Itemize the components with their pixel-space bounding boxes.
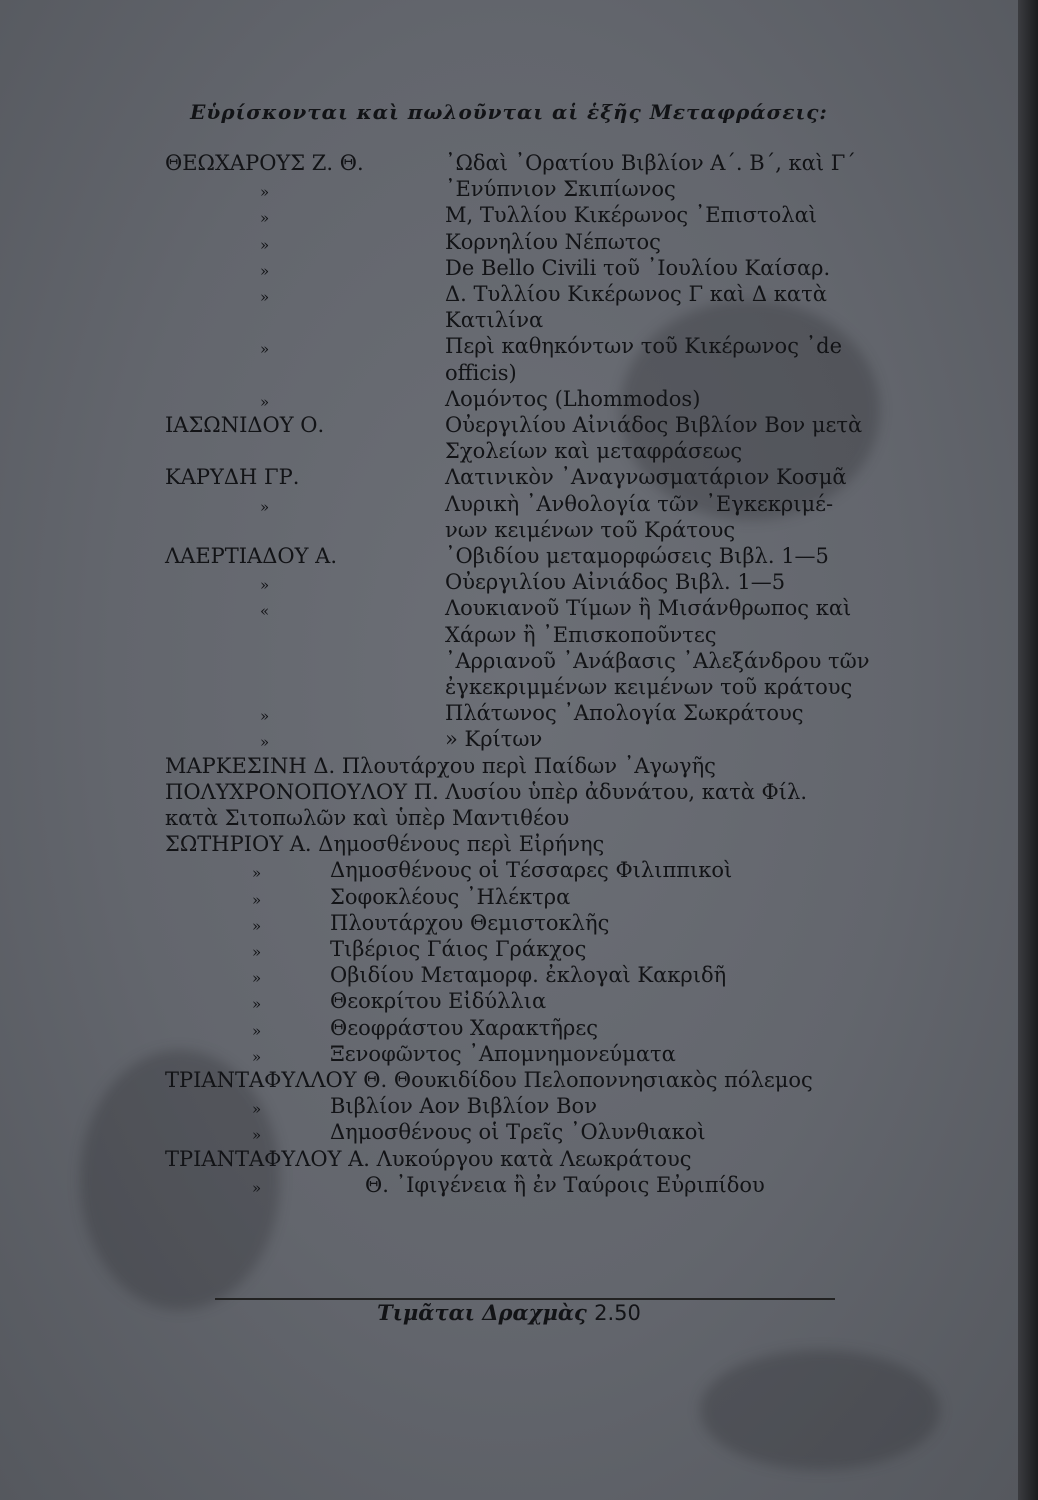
work-title: Οβιδίου Μεταμορφ. ἐκλογαὶ Κακριδῆ: [330, 963, 727, 988]
ditto-mark: »: [260, 340, 270, 359]
work-title: Χάρων ἢ ᾽Επισκοποῦντες: [445, 622, 717, 647]
work-title: » Κρίτων: [445, 727, 543, 752]
author-name: ΚΑΡΥΔΗ ΓΡ.: [165, 465, 300, 490]
work-title: Λυρικὴ ᾽Ανθολογία τῶν ᾽Εγκεκριμέ-: [445, 491, 834, 516]
work-title: Κορνηλίου Νέπωτος: [445, 229, 661, 254]
ditto-mark: »: [252, 1178, 262, 1197]
work-title: ᾽Οβιδίου μεταμορφώσεις Βιβλ. 1—5: [445, 544, 829, 568]
work-title: officis): [445, 360, 517, 385]
ditto-mark: »: [252, 1100, 262, 1119]
author-name: ΙΑΣΩΝΙΔΟΥ Ο.: [165, 413, 325, 437]
work-title: ᾽Ενύπνιον Σκιπίωνος: [445, 177, 676, 202]
paper-stain: [700, 1350, 940, 1470]
work-title: Λατινικὸν ᾽Αναγνωσματάριον Κοσμᾶ: [445, 465, 847, 490]
work-title: Οὐεργιλίου Αἰνιάδος Βιβλίον Βον μετὰ: [445, 413, 863, 437]
work-title: Θεοκρίτου Εἰδύλλια: [330, 989, 547, 1014]
work-title: Λομόντος (Lhommodos): [445, 386, 701, 411]
catalog-entry: ΣΩΤΗΡΙΟΥ Α. Δημοσθένους περὶ Εἰρήνης: [165, 832, 605, 857]
price-label: Τιμᾶται Δραχμὰς: [377, 1300, 587, 1325]
work-title: Θ. ᾽Ιφιγένεια ἢ ἐν Ταύροις Εὐριπίδου: [365, 1172, 765, 1197]
work-title: Λουκιανοῦ Τίμων ἢ Μισάνθρωπος καὶ: [445, 596, 852, 621]
page-edge: [1018, 0, 1038, 1500]
price-line: [0, 1300, 1018, 1325]
ditto-mark: »: [252, 864, 262, 883]
work-title: Δ. Τυλλίου Κικέρωνος Γ καὶ Δ κατὰ: [445, 282, 827, 306]
ditto-mark: »: [260, 209, 270, 228]
ditto-mark: »: [252, 890, 262, 909]
work-title: Μ, Τυλλίου Κικέρωνος ᾽Επιστολαὶ: [445, 203, 817, 228]
page-heading: Εὑρίσκονται καὶ πωλοῦνται αἱ ἑξῆς Μεταφράσεις:: [190, 100, 828, 124]
ditto-mark: »: [260, 392, 270, 411]
ditto-mark: »: [252, 916, 262, 935]
catalog-entry: ΤΡΙΑΝΤΑΦΥΛΟΥ Α. Λυκούργου κατὰ Λεωκράτους: [165, 1146, 692, 1171]
catalog-entry: ΜΑΡΚΕΣΙΝΗ Δ. Πλουτάρχου περὶ Παίδων ᾽Αγωγῆς: [165, 753, 716, 778]
work-title: ᾽Αρριανοῦ ᾽Ανάβασις ᾽Αλεξάνδρου τῶν: [445, 648, 870, 673]
work-title: ἐγκεκριμμένων κειμένων τοῦ κράτους: [445, 675, 853, 699]
ditto-mark: »: [260, 288, 270, 306]
work-title: νων κειμένων τοῦ Κράτους: [445, 517, 736, 542]
ditto-mark: »: [252, 943, 262, 961]
ditto-mark: »: [252, 1021, 262, 1040]
work-title: Πλάτωνος ᾽Απολογία Σωκράτους: [445, 701, 804, 726]
price-value: 2.50: [594, 1301, 641, 1325]
work-title: Σχολείων καὶ μεταφράσεως: [445, 439, 743, 464]
work-title: Πλουτάρχου Θεμιστοκλῆς: [330, 910, 610, 935]
catalog-entry: κατὰ Σιτοπωλῶν καὶ ὑπὲρ Μαντιθέου: [165, 806, 570, 830]
ditto-mark: »: [260, 707, 270, 726]
ditto-mark: »: [260, 733, 270, 752]
work-title: Δημοσθένους οἱ Τρεῖς ᾽Ολυνθιακοὶ: [330, 1120, 706, 1145]
ditto-mark: »: [252, 969, 262, 988]
work-title: Θεοφράστου Χαρακτῆρες: [330, 1015, 598, 1040]
ditto-mark: «: [260, 602, 270, 621]
author-name: ΛΑΕΡΤΙΑΔΟΥ Α.: [165, 544, 338, 568]
work-title: Ξενοφῶντος ᾽Απομνημονεύματα: [330, 1041, 676, 1066]
work-title: ᾽Ωδαὶ ᾽Ορατίου Βιβλίον Α΄. Β΄, καὶ Γ΄: [445, 151, 856, 175]
work-title: Τιβέριος Γάιος Γράκχος: [330, 937, 587, 961]
catalog-entry: ΤΡΙΑΝΤΑΦΥΛΛΟΥ Θ. Θουκιδίδου Πελοποννησιακὸς πόλεμος: [165, 1068, 813, 1092]
work-title: De Bello Civili τοῦ ᾽Ιουλίου Καίσαρ.: [445, 255, 831, 280]
ditto-mark: »: [260, 235, 270, 254]
ditto-mark: »: [260, 497, 270, 516]
work-title: Περὶ καθηκόντων τοῦ Κικέρωνος ᾽de: [445, 334, 843, 359]
ditto-mark: »: [260, 576, 270, 595]
catalog-entry: ΠΟΛΥΧΡΟΝΟΠΟΥΛΟΥ Π. Λυσίου ὑπὲρ ἀδυνάτου, κατὰ Φίλ.: [165, 779, 807, 804]
ditto-mark: »: [252, 1047, 262, 1066]
author-name: ΘΕΩΧΑΡΟΥΣ Ζ. Θ.: [165, 151, 364, 175]
work-title: Σοφοκλέους ᾽Ηλέκτρα: [330, 884, 571, 909]
work-title: Δημοσθένους οἱ Τέσσαρες Φιλιππικοὶ: [330, 858, 733, 883]
work-title: Οὐεργιλίου Αἰνιάδος Βιβλ. 1—5: [445, 570, 786, 595]
ditto-mark: »: [252, 1126, 262, 1145]
ditto-mark: »: [252, 995, 262, 1014]
ditto-mark: »: [260, 261, 270, 280]
ditto-mark: »: [260, 183, 270, 202]
work-title: Βιβλίον Αον Βιβλίον Βον: [330, 1094, 597, 1119]
work-title: Κατιλίνα: [445, 308, 544, 333]
